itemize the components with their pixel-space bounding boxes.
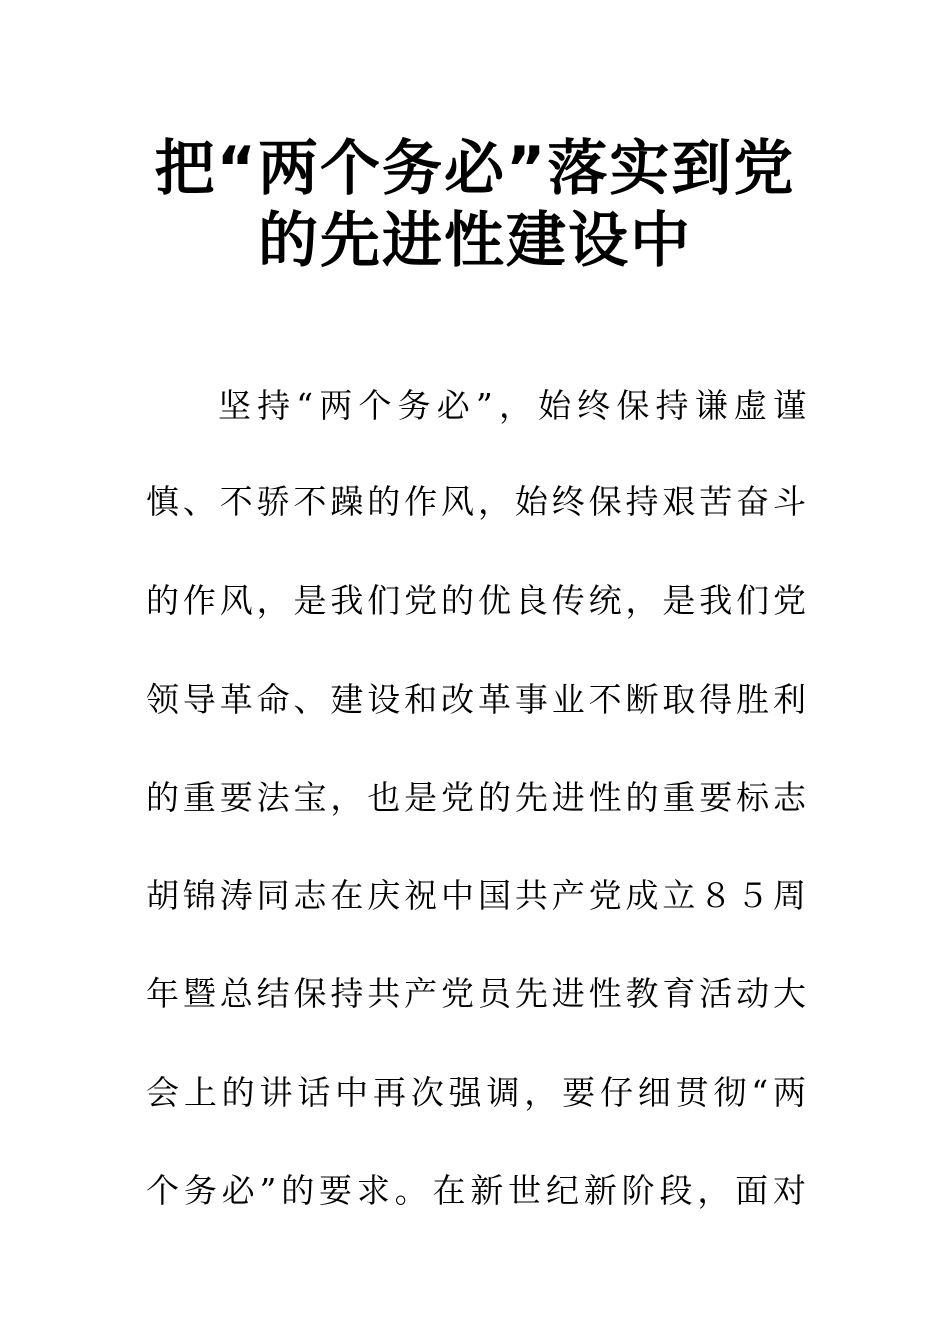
paragraph-line-3: 的作风，是我们党的优良传统，是我们党 — [146, 581, 806, 620]
document-title-line-1: 把“两个务必”落实到党 — [154, 134, 796, 204]
paragraph-line-1: 坚持“两个务必”，始终保持谦虚谨 — [218, 386, 806, 425]
paragraph-line-6: 胡锦涛同志在庆祝中国共产党成立８５周 — [146, 876, 806, 915]
paragraph-line-7: 年暨总结保持共产党员先进性教育活动大 — [146, 974, 806, 1013]
paragraph-line-2: 慎、不骄不躁的作风，始终保持艰苦奋斗 — [146, 482, 806, 521]
document-title-line-2: 的先进性建设中 — [258, 206, 692, 276]
paragraph-line-5: 的重要法宝，也是党的先进性的重要标志 — [146, 778, 806, 817]
paragraph-line-9: 个务必”的要求。在新世纪新阶段，面对 — [146, 1171, 806, 1210]
paragraph-line-4: 领导革命、建设和改革事业不断取得胜利 — [146, 680, 806, 719]
paragraph-line-8: 会上的讲话中再次强调，要仔细贯彻“两 — [146, 1073, 806, 1112]
